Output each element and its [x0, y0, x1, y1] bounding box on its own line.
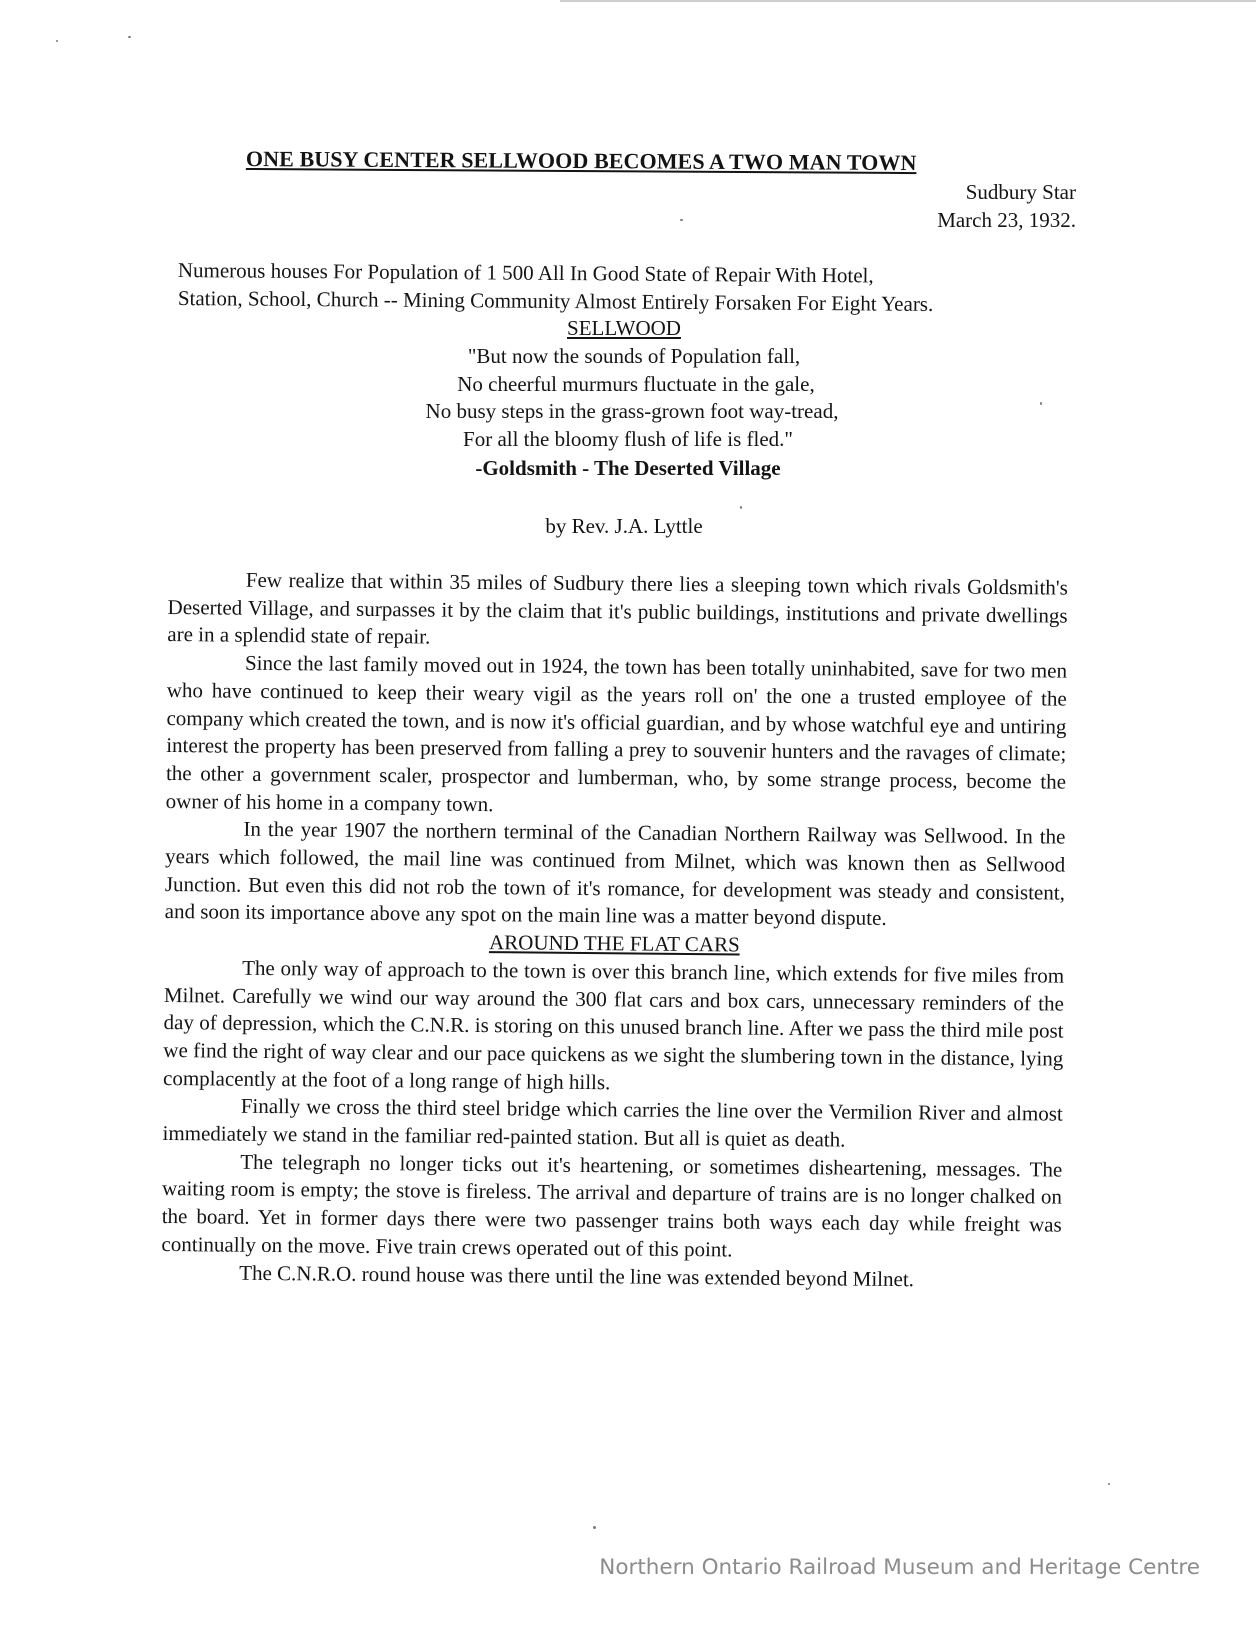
poem-line: For all the bloomy flush of life is fled." — [463, 427, 793, 451]
scan-speck — [740, 506, 742, 509]
scan-edge-line — [560, 0, 1256, 2]
scan-speck — [1108, 1483, 1110, 1485]
scan-speck — [56, 40, 58, 42]
source-date: March 23, 1932. — [937, 208, 1076, 232]
scan-speck — [128, 36, 131, 38]
paragraph: The telegraph no longer ticks out it's heartening, or sometimes disheartening, messages. The waiting room is empty; the stove is fireless. The arrival and departure of trains are is no longer chalked on the board. Yet in former days there were two passenger trains both ways each day while freight was continually on the move. Five train crews operated out of this point. — [161, 1149, 1063, 1262]
paragraph: The only way of approach to the town is over this branch line, which extends for five miles from Milnet. Carefully we wind our way around the 300 flat cars and box cars, unnecessary reminders of the day of depression, which the C.N.R. is storing on this unused branch line. After we pass the third mile post we find the right of way clear and our pace quickens as we sight the slumbering town in the distance, lying complacently at the foot of a long range of high hills. — [162, 955, 1065, 1094]
source-newspaper: Sudbury Star — [965, 180, 1076, 204]
subheadline-line-2: Station, School, Church -- Mining Community Almost Entirely Forsaken For Eight Years. — [177, 286, 934, 316]
section-title-sellwood: SELLWOOD — [567, 316, 681, 340]
paragraph: Finally we cross the third steel bridge which carries the line over the Vermilion River and almost immediately we stand in the familiar red-painted station. But all is quiet as death. — [162, 1094, 1063, 1152]
paragraph: Few realize that within 35 miles of Sudbury there lies a sleeping town which rivals Goldsmith's Deserted Village, and surpasses it by the claim that it's public buildings, institutions and private dwellings are in a splendid state of repair. — [167, 567, 1068, 649]
subheadline-line-1: Numerous houses For Population of 1 500 All In Good State of Repair With Hotel, — [177, 258, 874, 288]
poem-attribution: -Goldsmith - The Deserted Village — [475, 456, 781, 480]
paragraph: The C.N.R.O. round house was there until the line was extended beyond Milnet. — [239, 1260, 915, 1291]
archive-watermark: Northern Ontario Railroad Museum and Heritage Centre — [599, 1555, 1200, 1580]
paragraph: In the year 1907 the northern terminal of the Canadian Northern Railway was Sellwood. In the years which followed, the mail line was continued from Milnet, which was known then as Sellwood Junction. But even this did not rob the town of it's romance, for development was steady and consistent, and soon its importance above any spot on the main line was a matter beyond dispute. — [164, 817, 1066, 931]
scan-speck — [680, 219, 683, 221]
section-heading-flat-cars: AROUND THE FLAT CARS — [488, 930, 740, 957]
byline: by Rev. J.A. Lyttle — [545, 514, 703, 538]
poem-line: No busy steps in the grass-grown foot way-tread, — [425, 399, 839, 423]
scan-speck — [593, 1526, 596, 1529]
poem-line: No cheerful murmurs fluctuate in the gale, — [457, 372, 815, 396]
article-body — [161, 566, 1068, 1295]
article-title: ONE BUSY CENTER SELLWOOD BECOMES A TWO MAN TOWN — [245, 146, 917, 176]
poem-line: "But now the sounds of Population fall, — [467, 344, 801, 368]
scan-speck — [1040, 402, 1042, 405]
paragraph: Since the last family moved out in 1924, the town has been totally uninhabited, save for two men who have continued to keep their weary vigil as the years roll on' the one a trusted employee of the company which created the town, and is now it's official guardian, and by whose watchful eye and untiring interest the property has been preserved from falling a prey to souvenir hunters and the ravages of climate; the other a government scaler, prospector and lumberman, who, by some strange process, become the owner of his home in a company town. — [165, 650, 1068, 816]
